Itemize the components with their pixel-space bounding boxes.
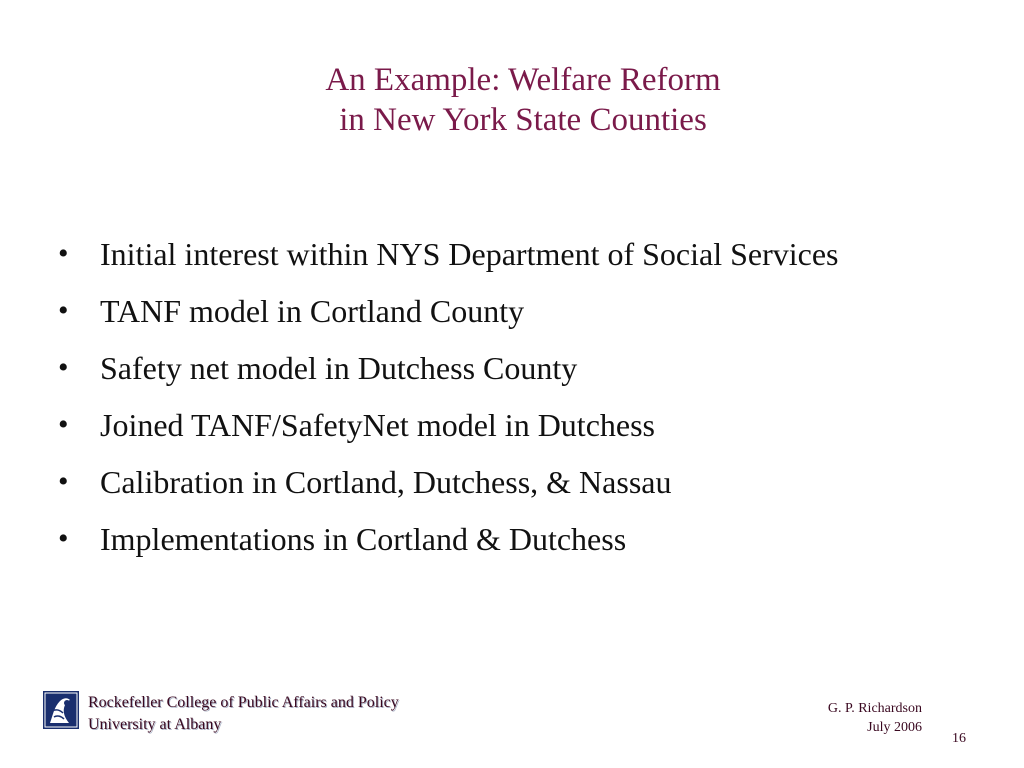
- slide-title: [0, 60, 1024, 140]
- bullet-text: Initial interest within NYS Department of Social Services: [100, 236, 839, 272]
- page-number: 16: [952, 731, 966, 746]
- slide-title-line-2: in New York State Counties: [339, 102, 707, 138]
- bullet-text: Implementations in Cortland & Dutchess: [100, 521, 627, 557]
- bullet-dot: •: [58, 522, 69, 555]
- bullet-text: TANF model in Cortland County: [100, 293, 525, 329]
- footer-org-line-2: University at Albany: [88, 716, 222, 733]
- bullet-list: [58, 232, 908, 574]
- bullet-item: [58, 460, 908, 504]
- bullet-item: [58, 289, 908, 333]
- bullet-item: [58, 232, 908, 276]
- bullet-text: Safety net model in Dutchess County: [100, 350, 578, 386]
- rockefeller-college-logo-icon: [43, 691, 79, 729]
- bullet-dot: •: [58, 408, 69, 441]
- bullet-dot: •: [58, 351, 69, 384]
- footer-org-line-1: Rockefeller College of Public Affairs and Policy: [88, 694, 399, 711]
- footer-organization: [88, 692, 399, 736]
- footer-author: G. P. Richardson: [827, 701, 922, 716]
- bullet-dot: •: [58, 237, 69, 270]
- footer-date: July 2006: [867, 720, 922, 735]
- bullet-text: Joined TANF/SafetyNet model in Dutchess: [100, 407, 655, 443]
- bullet-dot: •: [58, 465, 69, 498]
- bullet-text: Calibration in Cortland, Dutchess, & Nassau: [100, 464, 672, 500]
- bullet-item: [58, 346, 908, 390]
- bullet-item: [58, 517, 908, 561]
- slide-title-line-1: An Example: Welfare Reform: [325, 62, 721, 98]
- bullet-dot: •: [58, 294, 69, 327]
- footer-author-block: [828, 699, 922, 737]
- logo-graphic: [43, 691, 79, 729]
- bullet-item: [58, 403, 908, 447]
